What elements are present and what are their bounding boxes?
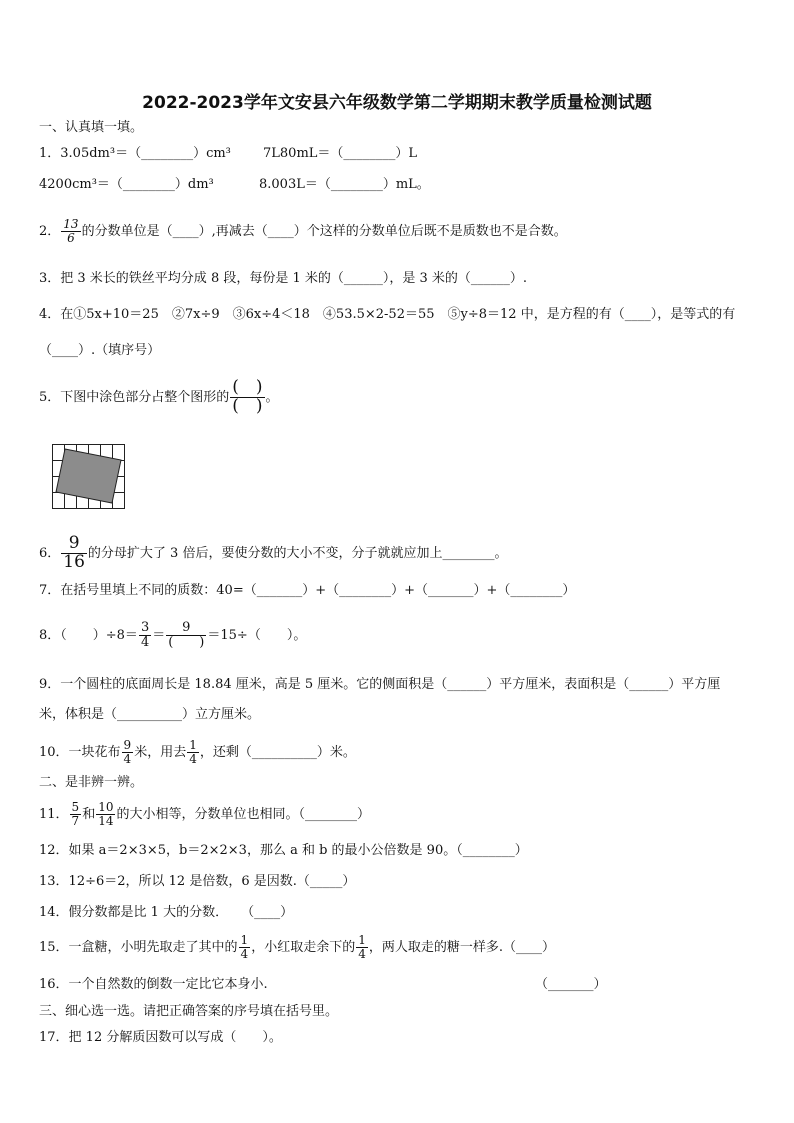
q11-fraction-1-denominator: 7 [71,814,80,828]
q8-fraction-2-denominator: ( ) [168,635,205,650]
question-16 [39,976,764,994]
q15-fraction-2-denominator: 4 [358,947,366,961]
q6-number: 6． [39,546,61,561]
q6-text: 的分母扩大了 3 倍后，要使分数的大小不变，分子就就应加上________。 [87,546,508,561]
section-2-heading: 二、是非辨一辨。 [39,775,144,790]
q10-fraction-2-numerator: 1 [189,738,197,753]
q8-equals: ＝ [152,628,166,643]
q1-part-b: 7L80mL＝（________）L [263,146,418,161]
q8-fraction-2 [166,621,206,649]
q6-fraction-numerator: 9 [61,535,87,554]
q11-middle: 和 [82,807,96,822]
q10-fraction-2-denominator: 4 [189,752,197,766]
question-11 [39,795,764,835]
q8-fraction-1-denominator: 4 [140,635,150,650]
q11-fraction-2-denominator: 14 [98,814,114,828]
question-1-row-2 [39,176,764,194]
question-7: 7．在括号里填上不同的质数：40=（_______）+（________）+（_______）+（________） [39,583,576,598]
q2-number: 2． [39,224,61,239]
question-4-line-1: 4．在①5x+10＝25 ②7x÷9 ③6x÷4＜18 ④53.5×2-52＝55 ⑤y÷8＝12 中，是方程的有（____），是等式的有 [39,307,736,322]
q15-fraction-1-numerator: 1 [240,933,249,948]
q15-fraction-2 [356,934,368,960]
question-1-row-1 [39,145,764,163]
q10-fraction-1-denominator: 4 [123,752,132,766]
question-4-line-2: （____）.（填序号） [39,343,161,358]
q11-fraction-2-numerator: 10 [98,800,114,815]
q10-middle: 米，用去 [134,745,187,760]
q5-shaded-region [56,449,121,503]
q8-prefix: 8．（ ）÷8＝ [39,628,138,643]
q8-suffix: ＝15÷（ ）。 [207,628,307,643]
question-15 [39,928,764,968]
question-9-line-1: 9．一个圆柱的底面周长是 18.84 厘米，高是 5 厘米。它的侧面积是（______）平方厘米，表面积是（______）平方厘 [39,677,721,692]
q15-suffix: ，两人取走的糖一样多.（____） [368,940,555,955]
q11-fraction-2 [96,801,115,827]
q5-fraction-denominator: ( ) [232,396,263,416]
q11-fraction-1 [70,801,82,827]
q1-part-c: 4200cm³＝（________）dm³ [39,177,214,192]
question-17: 17．把 12 分解质因数可以写成（ ）。 [39,1030,282,1045]
q15-fraction-1-denominator: 4 [240,947,249,961]
q15-fraction-1 [239,934,251,960]
q11-number: 11． [39,807,69,822]
q5-suffix: 。 [265,390,279,405]
q1-part-a: 1．3.05dm³＝（________）cm³ [39,146,231,161]
section-3-heading: 三、细心选一选。请把正确答案的序号填在括号里。 [39,1004,339,1019]
q16-answer-blank: （_______） [535,977,607,992]
q11-fraction-1-numerator: 5 [71,800,80,815]
q5-fraction [230,379,264,416]
question-2 [39,212,764,252]
question-12: 12．如果 a＝2×3×5，b＝2×2×3，那么 a 和 b 的最小公倍数是 90。（________） [39,843,528,858]
q16-text: 16．一个自然数的倒数一定比它本身小. [39,977,268,992]
question-9-line-2: 米，体积是（__________）立方厘米。 [39,707,261,722]
q8-fraction-1 [139,621,151,649]
q5-shaded-square-grid-figure [52,444,126,510]
question-3: 3．把 3 米长的铁丝平均分成 8 段，每份是 1 米的（______），是 3 米的（______）. [39,271,528,286]
q6-fraction-denominator: 16 [63,552,85,572]
question-13: 13．12÷6＝2，所以 12 是倍数，6 是因数.（_____） [39,874,356,889]
q10-suffix: ，还剩（__________）米。 [199,745,356,760]
q2-fraction-numerator: 13 [63,217,79,232]
q1-part-d: 8.003L＝（________）mL。 [259,177,430,192]
page-title: 2022-2023学年文安县六年级数学第二学期期末教学质量检测试题 [142,93,652,113]
q10-fraction-2 [187,739,199,765]
q10-fraction-1 [122,739,134,765]
question-10 [39,733,764,773]
q15-fraction-2-numerator: 1 [358,933,366,948]
q10-prefix: 10．一块花布 [39,745,121,760]
question-6 [39,534,764,574]
q2-fraction-denominator: 6 [67,231,75,245]
q10-fraction-1-numerator: 9 [123,738,132,753]
question-5 [39,378,764,418]
q11-suffix: 的大小相等，分数单位也相同。（________） [116,807,370,822]
q15-middle: ，小红取走余下的 [251,940,356,955]
question-8 [39,616,764,656]
q8-fraction-2-numerator: 9 [166,621,206,636]
q5-text: 5．下图中涂色部分占整个图形的 [39,390,230,405]
q15-prefix: 15．一盒糖，小明先取走了其中的 [39,940,238,955]
question-14: 14．假分数都是比 1 大的分数． （____） [39,905,294,920]
section-1-heading: 一、认真填一填。 [39,120,144,135]
q6-fraction [61,535,87,572]
q2-text: 的分数单位是（____）,再减去（____）个这样的分数单位后既不是质数也不是合数。 [81,224,567,239]
q2-fraction [61,218,80,244]
q8-fraction-1-numerator: 3 [140,620,150,636]
q5-fraction-numerator: ( ) [232,377,263,398]
